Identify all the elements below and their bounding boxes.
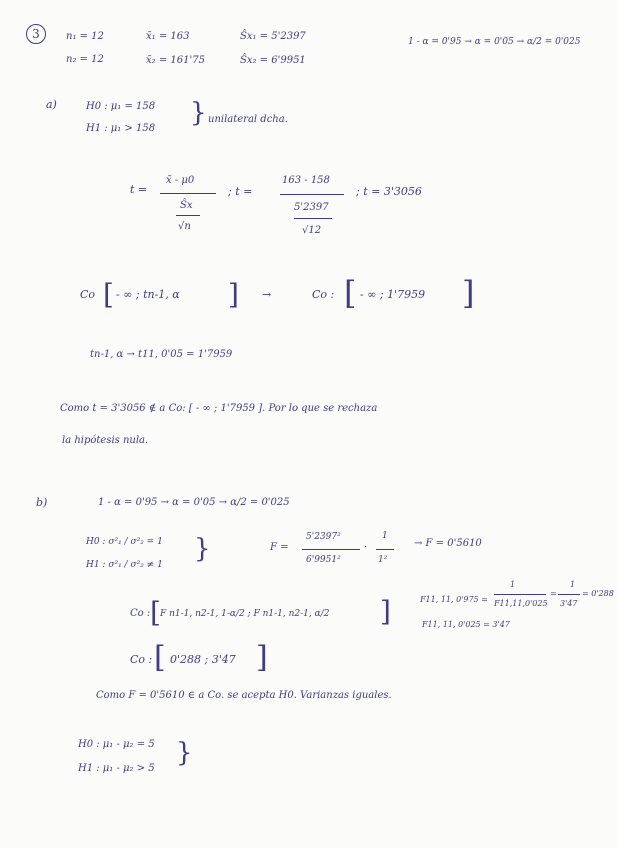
c-h0: H0 : μ₁ - μ₂ = 5 [78, 739, 155, 750]
b-fl-eq: = [550, 589, 557, 598]
b-alpha: 1 - α = 0'95 → α = 0'05 → α/2 = 0'025 [98, 497, 290, 508]
header-n2: n₂ = 12 [66, 54, 104, 65]
a-co-expr: - ∞ ; tn-1, α [116, 288, 180, 301]
b-f-lhs: F = [270, 542, 289, 553]
header-xbar2: x̄₂ = 161'75 [146, 55, 205, 66]
b-co-label: Co : [130, 608, 151, 619]
a-t-den-top: Ŝx [180, 200, 193, 211]
c-brace: } [176, 738, 193, 768]
a-co-label: Co [80, 288, 96, 301]
b-fl-den2: 3'47 [560, 599, 578, 608]
b-co-rbracket: ] [380, 595, 391, 628]
a-t-fracline [160, 193, 216, 194]
a-t2-den-top: 5'2397 [294, 202, 329, 213]
a-t-crit: tn-1, α → t11, 0'05 = 1'7959 [90, 349, 233, 360]
a-brace: } [190, 98, 207, 128]
b-f-times: · [364, 542, 368, 553]
b-fl-num1: 1 [510, 580, 516, 589]
b-f-result: → F = 0'5610 [414, 538, 482, 549]
exercise-number: 3 [26, 24, 46, 44]
a-co2-label: Co : [312, 288, 335, 301]
b-co-expr: F n1-1, n2-1, 1-α/2 ; F n1-1, n2-1, α/2 [160, 609, 330, 619]
a-t2-den-bot: √12 [302, 225, 322, 236]
a-t2-fracline [280, 194, 344, 195]
a-h1: H1 : μ₁ > 158 [86, 123, 156, 134]
b-fu: F11, 11, 0'025 = 3'47 [422, 620, 510, 629]
b-co-lbracket: [ [150, 596, 161, 629]
a-t-den-bot: √n [178, 221, 191, 232]
part-a-label: a) [46, 98, 57, 111]
b-co2-lbracket: [ [154, 640, 166, 675]
header-xbar1: x̄₁ = 163 [146, 31, 190, 42]
header-s1: Ŝx₁ = 5'2397 [240, 31, 306, 42]
b-conclusion: Como F = 0'5610 ∈ a Co. se acepta H0. Varianzas iguales. [96, 690, 392, 701]
a-t2-num: 163 - 158 [282, 175, 330, 186]
header-alpha: 1 - α = 0'95 → α = 0'05 → α/2 = 0'025 [408, 37, 581, 47]
b-h1: H1 : σ²₁ / σ²₂ ≠ 1 [86, 560, 163, 570]
a-arrow1: → [262, 288, 272, 301]
header-s2: Ŝx₂ = 6'9951 [240, 55, 306, 66]
header-n1: n₁ = 12 [66, 31, 104, 42]
b-fl-fracline1 [494, 594, 546, 595]
b-fl-lhs: F11, 11, 0'975 = [420, 595, 488, 604]
a-note: unilateral dcha. [208, 114, 288, 125]
a-semi2: ; t = 3'3056 [356, 185, 422, 198]
b-fl-den1: F11,11,0'025 [494, 599, 548, 608]
a-t2-subline [294, 218, 332, 219]
b-co2-label: Co : [130, 653, 153, 666]
a-semi1: ; t = [228, 185, 253, 198]
a-co2-lbracket: [ [344, 274, 357, 312]
a-co2-expr: - ∞ ; 1'7959 [360, 288, 426, 301]
a-t-lhs: t = [130, 183, 148, 196]
b-f2-fracline [376, 549, 394, 550]
b-fl-result: = 0'288 [582, 589, 614, 598]
part-b-label: b) [36, 496, 48, 509]
a-co-lbracket: [ [103, 278, 114, 311]
b-co2-rbracket: ] [256, 640, 268, 675]
b-f-den2: 1² [378, 555, 388, 565]
b-f-num2: 1 [382, 531, 388, 541]
b-h0: H0 : σ²₁ / σ²₂ = 1 [86, 537, 163, 547]
b-f-fracline [302, 549, 360, 550]
b-fl-num2: 1 [570, 580, 576, 589]
c-h1: H1 : μ₁ - μ₂ > 5 [78, 763, 155, 774]
b-f-num: 5'2397² [306, 532, 341, 542]
a-t-subline [176, 215, 200, 216]
b-brace: } [194, 534, 211, 564]
a-conclusion-line1: Como t = 3'3056 ∉ a Co: [ - ∞ ; 1'7959 ]. Por lo que se rechaza [60, 403, 378, 414]
b-fl-fracline2 [558, 594, 580, 595]
b-f-den: 6'9951² [306, 555, 341, 565]
b-co2-expr: 0'288 ; 3'47 [170, 653, 236, 666]
a-conclusion-line2: la hipótesis nula. [62, 435, 149, 446]
a-co2-rbracket: ] [462, 274, 475, 312]
a-co-rbracket: ] [228, 278, 239, 311]
a-t-num: x̄ - μ0 [166, 175, 195, 186]
a-h0: H0 : μ₁ = 158 [86, 101, 156, 112]
